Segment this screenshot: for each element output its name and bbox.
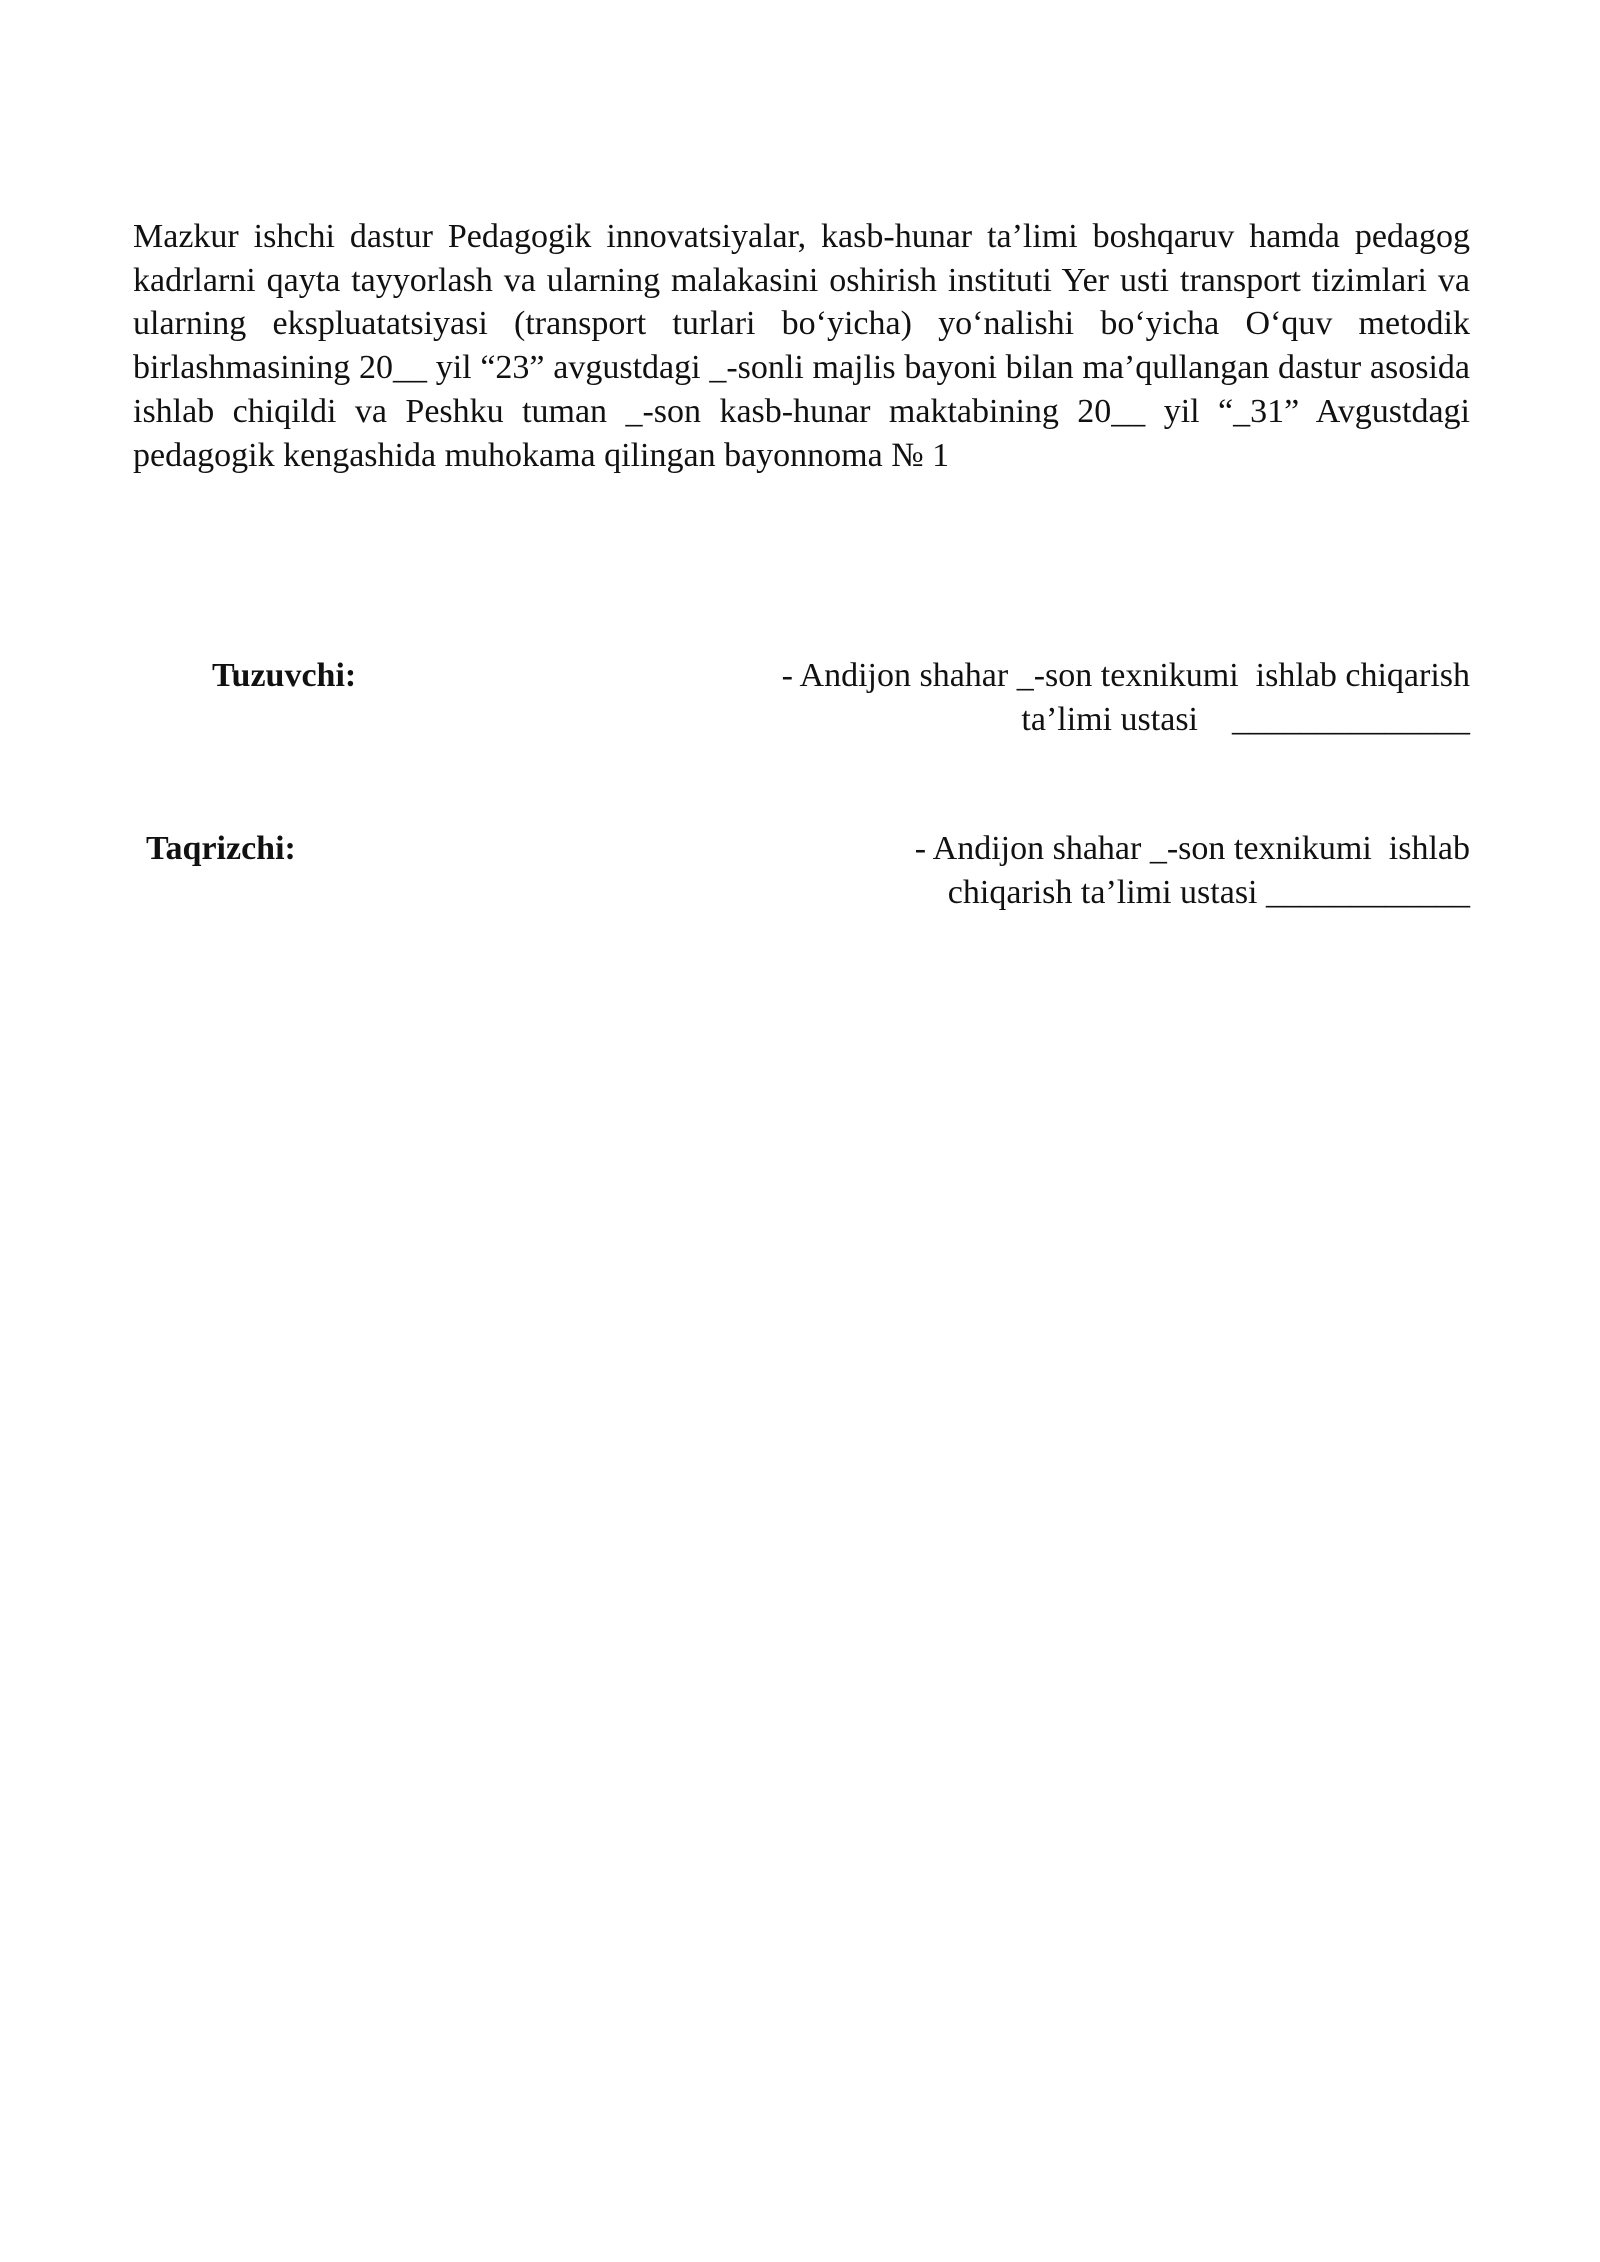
author-signature-block [590,654,1470,741]
reviewer-signature-block [770,827,1470,914]
intro-paragraph: Mazkur ishchi dastur Pedagogik innovatsiyalar, kasb-hunar ta’limi boshqaruv hamda pedagog kadrlarni qayta tayyorlash va ularning malakasini oshirish instituti Yer usti transport tizimlari va ularning ekspluatatsiyasi (transport turlari bo‘yicha) yo‘nalishi bo‘yicha O‘quv metodik birlashmasining 20__ yil “23” avgustdagi _-sonli majlis bayoni bilan ma’qullangan dastur asosida ishlab chiqildi va Peshku tuman _-son kasb-hunar maktabining 20__ yil “_31” Avgustdagi pedagogik kengashida muhokama qilingan bayonnoma № 1 [133,218,1470,474]
reviewer-position-line-2: chiqarish ta’limi ustasi ____________ [947,873,1470,911]
author-label: Tuzuvchi: [212,657,357,694]
reviewer-label: Taqrizchi: [146,830,296,867]
author-position-line-2: ta’limi ustasi ______________ [1021,700,1470,738]
author-position-line-1: - Andijon shahar _-son texnikumi ishlab chiqarish [781,657,1470,694]
reviewer-position-line-1: - Andijon shahar _-son texnikumi ishlab [914,830,1470,867]
